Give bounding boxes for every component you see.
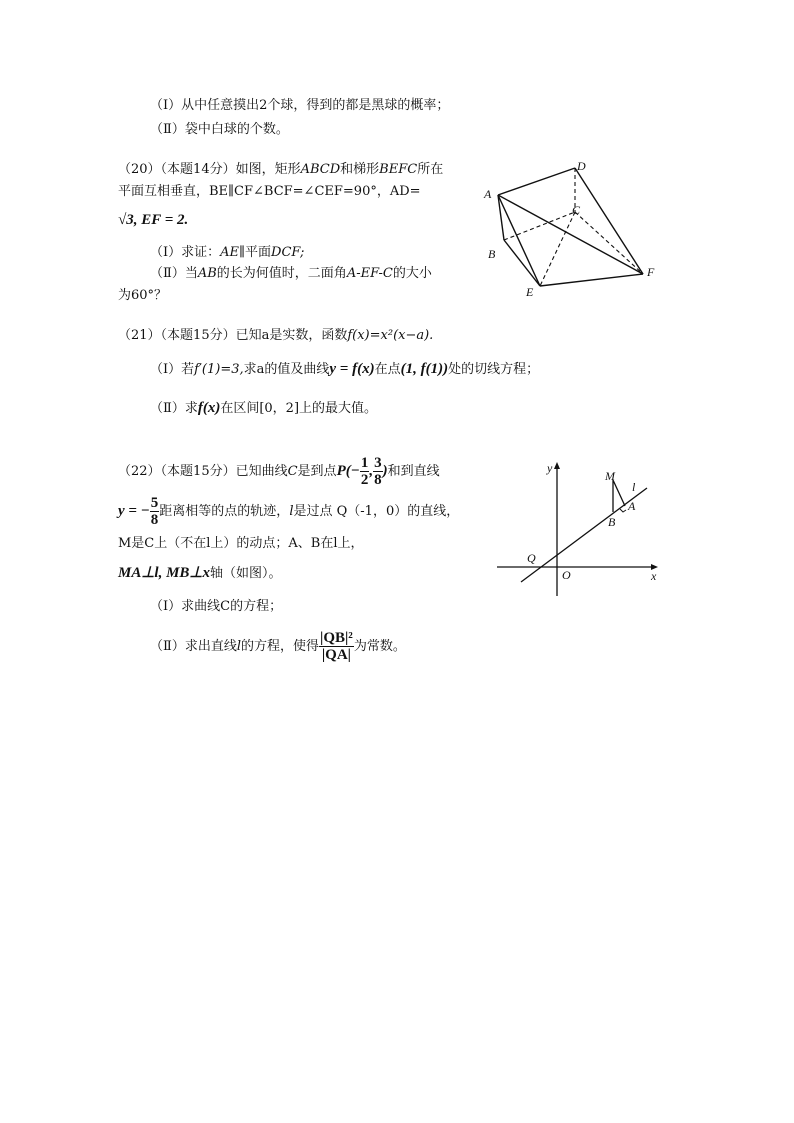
edge-AF — [498, 195, 643, 274]
q22-part2: （Ⅱ）求出直线l的方程，使得 $\frac{\text{|QB|²}}{|QA|}$ 为常数。 — [150, 630, 406, 663]
edge-AD — [498, 168, 575, 195]
label-x: x — [651, 569, 657, 583]
q20-part2: （Ⅱ）当AB的长为何值时，二面角A-EF-C的大小 — [150, 266, 432, 281]
q22-line4: MA⊥l, MB⊥x轴（如图）。 — [118, 565, 282, 581]
edge-DF — [575, 168, 643, 274]
q22-line1: （22）（本题15分）已知曲线C是到点P(− $\frac{1}{2}$ , $\frac{3}{8}$ )和到直线 — [118, 455, 440, 488]
label-B: B — [608, 515, 616, 529]
right-angle-mark — [620, 509, 626, 512]
label-C: C — [572, 203, 581, 217]
fraction-ratio: $\frac{\text{|QB|²}}{|QA|}$ — [320, 630, 353, 663]
q20-line3: √3, EF = 2. — [118, 212, 189, 228]
q21-part1: （Ⅰ）若f′(1)=3,求a的值及曲线y = f(x)在点(1, f(1))处的切线方程； — [150, 361, 540, 377]
label-E: E — [526, 285, 534, 299]
q20-part1: （Ⅰ）求证：AE∥平面DCF; — [150, 245, 305, 260]
edge-CE — [540, 212, 575, 286]
fraction-three-eighths: $\frac{3}{8}$ — [374, 455, 382, 488]
q19-part1: （Ⅰ）从中任意摸出2个球，得到的都是黑球的概率； — [150, 98, 450, 113]
label-Q: Q — [527, 551, 536, 565]
q22-line3: M是C上（不在l上）的动点；A、B在l上， — [118, 536, 364, 551]
q20-figure — [480, 158, 670, 298]
label-F: F — [647, 265, 655, 279]
fraction-five-eighths: $\frac{5}{8}$ — [150, 495, 159, 528]
edge-EF — [540, 274, 643, 286]
q20-line2: 平面互相垂直，BE∥CF∠BCF=∠CEF=90°，AD= — [118, 184, 421, 199]
label-y: y — [547, 461, 553, 475]
fraction-one-half: $\frac{1}{2}$ — [360, 455, 369, 488]
q20-part2-cont: 为60°？ — [118, 288, 168, 303]
label-M: M — [605, 469, 615, 483]
edge-BC — [504, 212, 575, 240]
q21-line1: （21）（本题15分）已知a是实数，函数f(x)=x²(x−a). — [118, 328, 434, 343]
q22-line2: y = − $\frac{5}{8}$ 距离相等的点的轨迹，l是过点 Q（-1，0）的直线， — [118, 495, 460, 528]
q22-figure — [495, 460, 675, 600]
label-A: A — [628, 499, 636, 513]
label-B: B — [488, 247, 496, 261]
label-l: l — [632, 480, 636, 494]
triangle-MAB — [613, 480, 625, 512]
q19-part2: （Ⅱ）袋中白球的个数。 — [150, 122, 289, 137]
label-D: D — [577, 159, 586, 173]
label-O: O — [562, 568, 571, 582]
q21-part2: （Ⅱ）求f(x)在区间[0，2]上的最大值。 — [150, 400, 378, 416]
q22-part1: （Ⅰ）求曲线C的方程； — [150, 599, 283, 614]
q20-line1: （20）（本题14分）如图，矩形ABCD和梯形BEFC所在 — [118, 162, 444, 177]
y-axis-arrow — [554, 462, 560, 469]
label-A: A — [484, 187, 492, 201]
